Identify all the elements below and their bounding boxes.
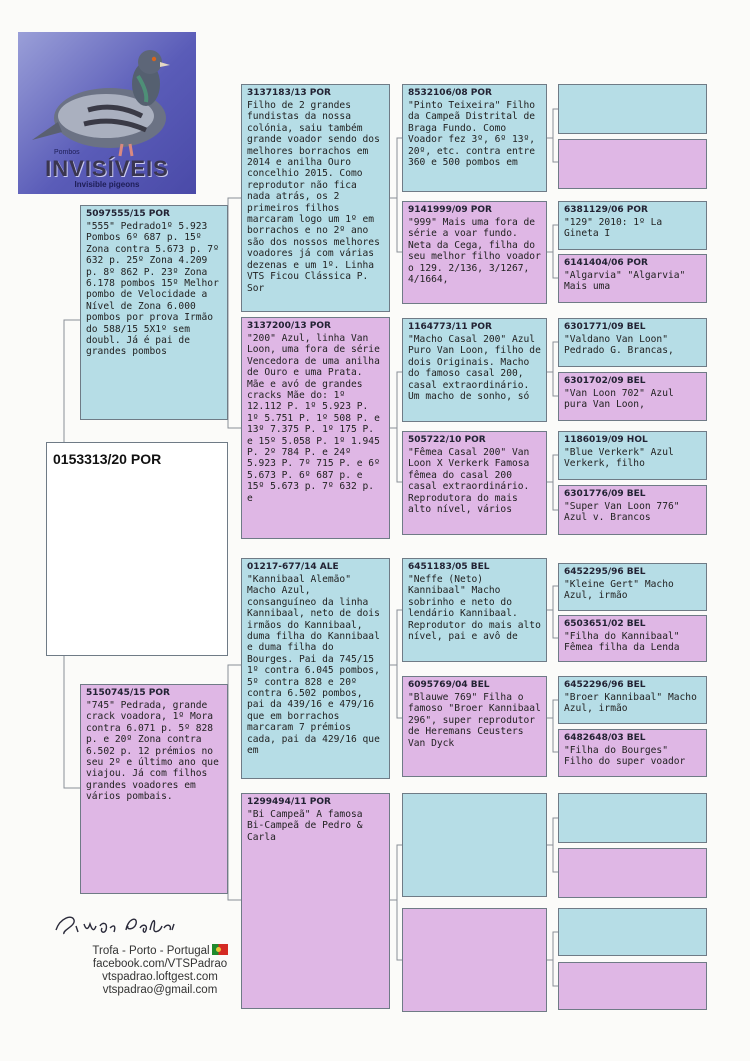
pedigree-ring: 01217-677/14 ALE: [247, 562, 339, 572]
logo-subtitle: Invisible pigeons: [74, 180, 140, 189]
gen5-box-3: [558, 201, 707, 250]
gen5-box-15: [558, 908, 707, 956]
gen4-box-2: [402, 201, 547, 304]
pedigree-ring: 6301776/09 BEL: [564, 489, 646, 499]
gen5-box-8: [558, 485, 707, 535]
pedigree-description: "Bi Campeã" A famosa Bi-Campeã de Pedro & Carla: [247, 809, 363, 843]
grandsire-maternal-box: [241, 558, 390, 779]
dam-description: "745" Pedrada, grande crack voadora, 1º Mora contra 6.071 p. 5º 828 p. e 20º Zona contra 6.502 p. 12 prémios no seu 2º e último ano que viajou. Já com filhos grandes voadores em vários pombais.: [86, 700, 219, 803]
gen4-box-6: [402, 676, 547, 777]
granddam-paternal-box: [241, 317, 390, 539]
gen5-box-16: [558, 962, 707, 1010]
pedigree-description: "200" Azul, linha Van Loon, uma fora de série Vencedora de uma anilha de Ouro e uma Prata. Mãe e avó de grandes cracks Mãe do: 1º 12.112 P. 1º 5.923 P. 1º 5.751 P. 1º 508 P. e 13º 7.375 P. 1º 175 P. e 15º 5.058 P. 1º 1.945 P. 2º 784 P. e 24º 5.923 P. 7º 715 P. e 6º 5.673 P. 6º 687 p. e 15º 5.673 p. 7º 632 p. e: [247, 333, 380, 504]
gen4-box-3: [402, 318, 547, 422]
dam-box: [80, 684, 228, 894]
pedigree-ring: 6141404/06 POR: [564, 258, 648, 268]
granddam-maternal-box: [241, 793, 390, 1009]
pedigree-description: "Kleine Gert" Macho Azul, irmão: [564, 579, 674, 602]
pedigree-ring: 6301702/09 BEL: [564, 376, 646, 386]
pedigree-ring: 6451183/05 BEL: [408, 562, 490, 572]
pedigree-description: "Broer Kannibaal" Macho Azul, irmão: [564, 692, 697, 715]
location-line: [60, 944, 260, 958]
gen4-box-1: [402, 84, 547, 192]
gen4-box-4: [402, 431, 547, 535]
website-link[interactable]: vtspadrao.loftgest.com: [102, 971, 218, 983]
facebook-link[interactable]: facebook.com/VTSPadrao: [92, 958, 228, 970]
gen5-box-7: [558, 431, 707, 480]
pedigree-ring: 505722/10 POR: [408, 435, 486, 445]
gen4-box-7: [402, 793, 547, 897]
subject-pigeon-box: [46, 442, 228, 656]
gen5-box-13: [558, 793, 707, 843]
pedigree-ring: 6095769/04 BEL: [408, 680, 490, 690]
pedigree-description: "Macho Casal 200" Azul Puro Van Loon, filho de dois Originais. Macho do famoso casal 200, casal extraordinário. Um macho de sonho, só: [408, 334, 541, 403]
pedigree-ring: 6452295/96 BEL: [564, 567, 646, 577]
invisiveis-logo: [18, 32, 196, 194]
gen5-box-1: [558, 84, 707, 134]
gen5-box-11: [558, 676, 707, 724]
pedigree-description: "Neffe (Neto) Kannibaal" Macho sobrinho e neto do lendário Kannibaal. Reprodutor do mais alto nível, pai e avô de: [408, 574, 541, 643]
pedigree-ring: 6503651/02 BEL: [564, 619, 646, 629]
pedigree-description: "999" Mais uma fora de série a voar fundo. Neta da Cega, filha do seu melhor filho voador o 129. 2/136, 3/1267, 4/1664,: [408, 217, 541, 286]
sire-description: "555" Pedrado1º 5.923 Pombos 6º 687 p. 15º Zona contra 5.673 p. 7º 632 p. 25º Zona 4.209 p. 8º 862 P. 23º Zona 6.178 pombos 15º Melhor pombo de Velocidade a Nível de Zona 6.000 pombos por prova Irmão do 588/15 5X1º sem doubl. Já é pai de grandes pombos: [86, 221, 219, 358]
pedigree-ring: 1164773/11 POR: [408, 322, 492, 332]
location-text: Trofa - Porto - Portugal: [92, 945, 210, 957]
gen5-box-6: [558, 372, 707, 421]
pedigree-description: "Super Van Loon 776" Azul v. Brancos: [564, 501, 680, 524]
email-link[interactable]: vtspadrao@gmail.com: [102, 984, 218, 996]
gen5-box-12: [558, 729, 707, 777]
pedigree-description: "Algarvia" "Algarvia" Mais uma: [564, 270, 686, 293]
logo-top-text: Pombos: [54, 149, 80, 156]
pedigree-description: "129" 2010: 1º La Gineta I: [564, 217, 663, 240]
gen4-box-8: [402, 908, 547, 1012]
pedigree-ring: 3137183/13 POR: [247, 88, 331, 98]
pedigree-ring: 9141999/09 POR: [408, 205, 492, 215]
logo-title: INVISÍVEIS: [45, 156, 169, 181]
pedigree-ring: 6381129/06 POR: [564, 205, 648, 215]
sire-box: [80, 205, 228, 420]
pedigree-ring: 6452296/96 BEL: [564, 680, 646, 690]
pedigree-description: "Fêmea Casal 200" Van Loon X Verkerk Famosa fêmea do casal 200 casal extraordinário. Reprodutora do mais alto nível, vários: [408, 447, 530, 516]
gen5-box-4: [558, 254, 707, 303]
pedigree-ring: 1186019/09 HOL: [564, 435, 648, 445]
pedigree-ring: 1299494/11 POR: [247, 797, 331, 807]
signature: [50, 908, 210, 938]
grandsire-paternal-box: [241, 84, 390, 312]
portugal-flag-icon: [212, 944, 228, 955]
pedigree-description: "Filha do Kannibaal" Fêmea filha da Lenda: [564, 631, 680, 654]
gen4-box-5: [402, 558, 547, 662]
pedigree-description: Filho de 2 grandes fundistas da nossa colónia, saiu também grande voador sendo dos melhores borrachos em 2014 e anilha Ouro concelhio 2015. Como reprodutor não fica nada atrás, os 2 primeiros filhos marcaram logo um 1º em borrachos e no 2º ano são dos nossos melhores voadores já com várias dezenas e um 1º. Linha VTS Ficou Clássica P. Sor: [247, 100, 380, 294]
pedigree-description: "Filha do Bourges" Filho do super voador: [564, 745, 686, 768]
sire-ring: 5097555/15 POR: [86, 209, 170, 219]
gen5-box-2: [558, 139, 707, 189]
pedigree-description: "Valdano Van Loon" Pedrado G. Brancas,: [564, 334, 674, 357]
pedigree-description: "Blauwe 769" Filha o famoso "Broer Kannibaal 296", super reprodutor de Heremans Ceusters Van Dyck: [408, 692, 541, 749]
subject-ring: 0153313/20 POR: [53, 451, 162, 467]
pedigree-description: "Blue Verkerk" Azul Verkerk, filho: [564, 447, 674, 470]
pedigree-ring: 3137200/13 POR: [247, 321, 331, 331]
gen5-box-9: [558, 563, 707, 611]
pedigree-ring: 8532106/08 POR: [408, 88, 492, 98]
pedigree-description: "Pinto Teixeira" Filho da Campeã Distrital de Braga Fundo. Como Voador fez 3º, 6º 13º, 20º, etc. contra entre 360 e 500 pombos em: [408, 100, 536, 169]
gen5-box-10: [558, 615, 707, 662]
dam-ring: 5150745/15 POR: [86, 688, 170, 698]
gen5-box-14: [558, 848, 707, 898]
pedigree-description: "Kannibaal Alemão" Macho Azul, consanguíneo da linha Kannibaal, neto de dois irmãos do Kannibaal, duma filha do Kannibaal e duma filha do Bourges. Pai da 745/15 1º contra 6.045 pombos, 5º contra 828 e 20º contra 6.502 pombos, pai da 439/16 e 479/16 que em borrachos marcaram 7 prémios cada, pai da 429/16 que em: [247, 574, 380, 757]
gen5-box-5: [558, 318, 707, 367]
pedigree-ring: 6301771/09 BEL: [564, 322, 646, 332]
pedigree-description: "Van Loon 702" Azul pura Van Loon,: [564, 388, 674, 411]
pedigree-ring: 6482648/03 BEL: [564, 733, 646, 743]
